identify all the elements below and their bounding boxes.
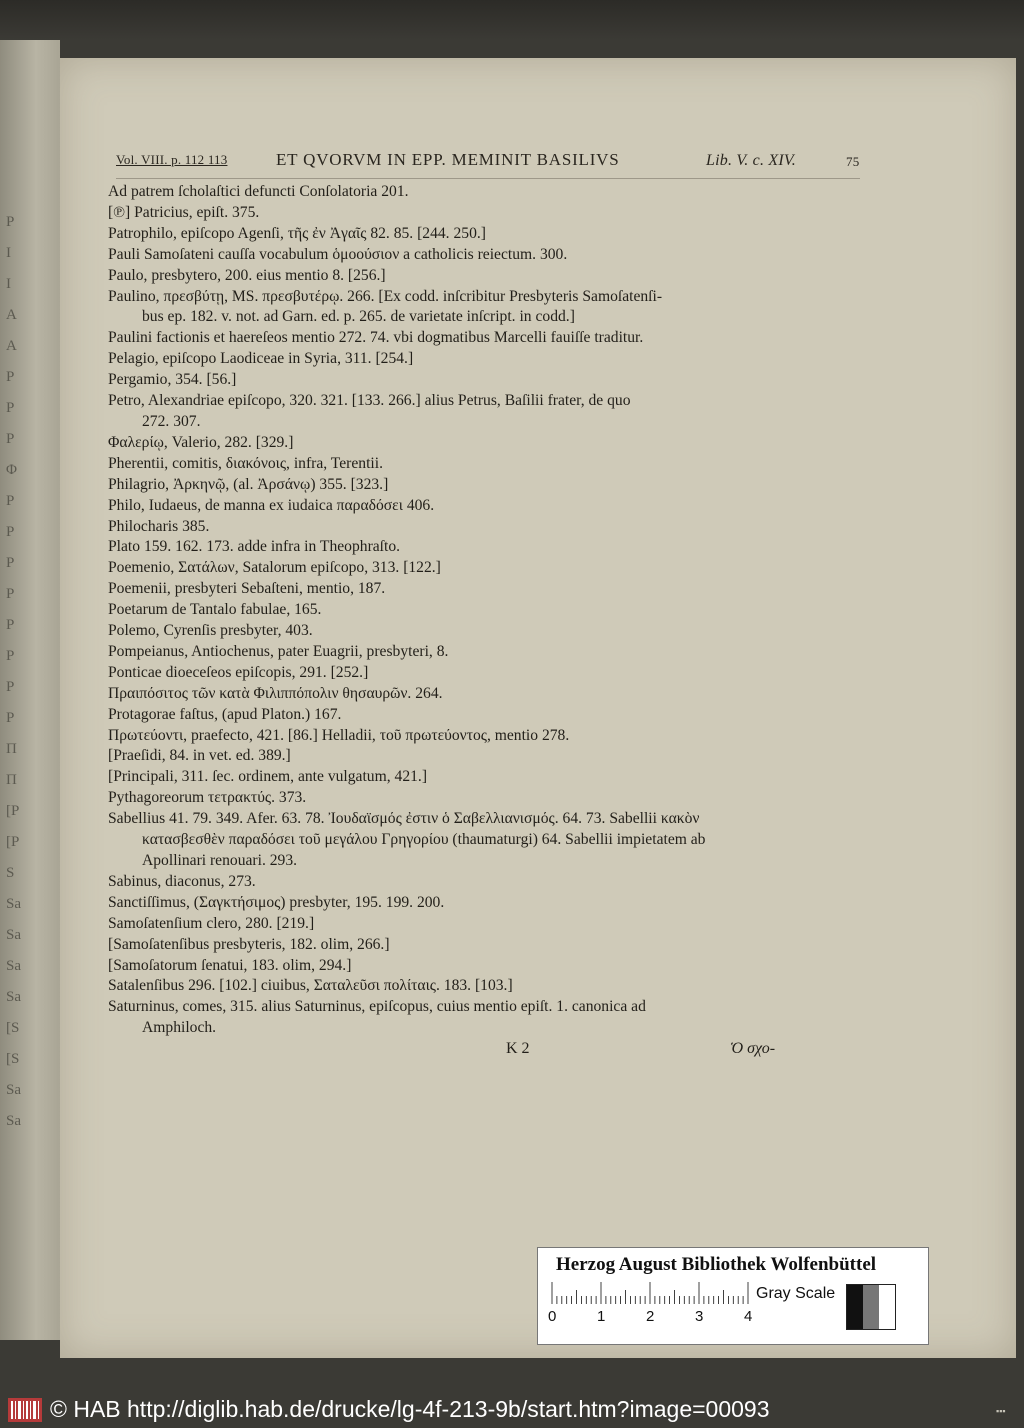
index-entry: Πρωτεύοντι, praefecto, 421. [86.] Helladii, τοῦ πρωτεύοντος, mentio 278. — [108, 726, 570, 744]
index-entry: Pergamio, 354. [56.] — [108, 371, 237, 389]
adjacent-page-char: P — [6, 214, 15, 230]
index-entry: Pythagoreorum τετρακτύς. 373. — [108, 789, 307, 807]
index-entry: Philo, Iudaeus, de manna ex iudaica παραδόσει 406. — [108, 496, 435, 514]
adjacent-page-char: A — [6, 338, 17, 354]
gray-swatch — [879, 1285, 895, 1329]
index-entry: Paulo, presbytero, 200. eius mentio 8. [256.] — [108, 266, 386, 284]
index-entry: Apollinari renouari. 293. — [142, 852, 298, 869]
index-entry: [Samoſatenſibus presbyteris, 182. olim, 266.] — [108, 935, 390, 953]
adjacent-page-char: P — [6, 617, 15, 633]
adjacent-page-char: P — [6, 648, 15, 664]
index-entry: Plato 159. 162. 173. adde infra in Theophraſto. — [108, 538, 401, 556]
ruler-number: 0 — [548, 1308, 557, 1325]
index-entry: Sabinus, diaconus, 273. — [108, 872, 256, 890]
index-entry: Paulini factionis et haereſeos mentio 272. 74. vbi dogmatibus Marcelli fauiſſe traditur. — [108, 329, 644, 347]
index-entry: Amphiloch. — [142, 1019, 217, 1037]
index-entry: Philocharis 385. — [108, 517, 210, 535]
header-title: ET QVORVM IN EPP. MEMINIT BASILIVS — [276, 150, 620, 169]
adjacent-page-char: Sa — [6, 989, 21, 1005]
adjacent-page-char: Sa — [6, 927, 21, 943]
ruler-scale — [550, 1282, 750, 1304]
adjacent-page-char: I — [6, 245, 11, 261]
adjacent-page-char: [P — [6, 803, 20, 819]
url-footer — [0, 1392, 1024, 1428]
index-entry: Poemenio, Σατάλων, Satalorum epiſcopo, 313. [122.] — [108, 559, 441, 577]
index-entry: [Praeſidi, 84. in vet. ed. 389.] — [108, 747, 291, 765]
index-entry: Saturninus, comes, 315. alius Saturninus, epiſcopus, cuius mentio epiſt. 1. canonica ad — [108, 998, 646, 1016]
index-entry: [Principali, 311. ſec. ordinem, ante vulgatum, 421.] — [108, 768, 428, 786]
adjacent-page-char: Sa — [6, 958, 21, 974]
book-page — [60, 58, 1016, 1358]
index-entry: Pherentii, comitis, διακόνοις, infra, Terentii. — [108, 454, 383, 472]
ruler-number: 4 — [744, 1308, 753, 1325]
index-entry: Petro, Alexandriae epiſcopo, 320. 321. [133. 266.] alius Petrus, Baſilii frater, de quo — [108, 392, 631, 410]
adjacent-page-char: [P — [6, 834, 20, 850]
source-url: © HAB http://diglib.hab.de/drucke/lg-4f-213-9b/start.htm?image=00093 — [50, 1396, 770, 1422]
index-entry: Φαλερίῳ, Valerio, 282. [329.] — [108, 433, 294, 451]
index-entry: Poemenii, presbyteri Sebaſteni, mentio, 187. — [108, 580, 386, 598]
index-entry: Sanctiſſimus, (Σαγκτήσιμος) presbyter, 195. 199. 200. — [108, 893, 445, 911]
adjacent-page-char: P — [6, 586, 15, 602]
gray-scale-label: Gray Scale — [756, 1285, 836, 1302]
index-entry: Philagrio, Ἀρκηνῷ, (al. Ἀρσάνῳ) 355. [323.] — [108, 475, 389, 493]
index-entry: 272. 307. — [142, 412, 201, 430]
index-entry: Pompeianus, Antiochenus, pater Euagrii, presbyteri, 8. — [108, 642, 449, 660]
index-entries — [108, 182, 868, 1039]
adjacent-page-char: [S — [6, 1051, 20, 1067]
index-entry: Protagorae faſtus, (apud Platon.) 167. — [108, 705, 342, 723]
ruler-number: 1 — [597, 1308, 606, 1325]
index-entry: Patrophilo, epiſcopo Agenſi, τῆς ἐν Ἀγαῖς 82. 85. [244. 250.] — [108, 224, 486, 242]
adjacent-page-char: A — [6, 307, 17, 323]
running-header — [116, 152, 860, 174]
adjacent-page-char: Sa — [6, 1113, 21, 1129]
adjacent-page-char: Sa — [6, 1082, 21, 1098]
scan-background-top — [0, 0, 1024, 40]
index-entry: Sabellius 41. 79. 349. Afer. 63. 78. Ἰουδαϊσμός ἐστιν ὁ Σαβελλιανισμός. 64. 73. Sabellii κακὸν — [108, 810, 700, 828]
adjacent-page-char: Π — [6, 772, 17, 788]
index-entry: Pauli Samoſateni cauſſa vocabulum ὁμοούσιον a catholicis reiectum. 300. — [108, 245, 568, 263]
gray-swatch — [847, 1285, 863, 1329]
page-footer — [60, 1040, 1016, 1064]
adjacent-page-char: P — [6, 493, 15, 509]
index-entry: Samoſatenſium clero, 280. [219.] — [108, 914, 315, 932]
adjacent-page-char: S — [6, 865, 15, 881]
hab-logo-icon — [8, 1396, 42, 1424]
index-entry: Πραιπόσιτος τῶν κατὰ Φιλιππόπολιν θησαυρῶν. 264. — [108, 684, 443, 702]
ruler-number: 2 — [646, 1308, 655, 1325]
library-name: Herzog August Bibliothek Wolfenbüttel — [556, 1254, 877, 1275]
adjacent-page-char: Φ — [6, 462, 17, 478]
dots-icon: ▪▪▪ — [996, 1406, 1006, 1416]
index-entry: κατασβεσθὲν παραδόσει τοῦ μεγάλου Γρηγορίου (thaumaturgi) 64. Sabellii impietatem ab — [142, 831, 706, 849]
adjacent-page-char: I — [6, 276, 11, 292]
adjacent-page-char: Π — [6, 741, 17, 757]
index-entry: Paulino, πρεσβύτῃ, MS. πρεσβυτέρῳ. 266. [Ex codd. inſcribitur Presbyteris Samoſatenſi- — [108, 287, 663, 305]
gray-swatch — [863, 1285, 879, 1329]
book-chapter-reference: Lib. V. c. XIV. — [706, 152, 796, 169]
adjacent-page-char: P — [6, 400, 15, 416]
catchword: Ὁ σχο- — [730, 1040, 776, 1057]
adjacent-page-char: P — [6, 369, 15, 385]
index-entry: Pelagio, epiſcopo Laodiceae in Syria, 311. [254.] — [108, 350, 414, 368]
index-entry: Ponticae dioeceſeos epiſcopis, 291. [252.] — [108, 663, 369, 681]
ruler-number: 3 — [695, 1308, 704, 1325]
index-entry: bus ep. 182. v. not. ad Garn. ed. p. 265. de varietate inſcript. in codd.] — [142, 308, 575, 326]
adjacent-page-edge — [0, 40, 60, 1340]
volume-reference: Vol. VIII. p. 112 113 — [116, 152, 228, 167]
index-entry: Polemo, Cyrenſis presbyter, 403. — [108, 622, 313, 640]
signature-mark: K 2 — [506, 1040, 530, 1057]
library-color-card — [537, 1247, 929, 1345]
index-entry: Ad patrem ſcholaſtici defuncti Conſolatoria 201. — [108, 183, 409, 200]
adjacent-page-char: P — [6, 555, 15, 571]
adjacent-page-char: P — [6, 679, 15, 695]
index-entry: [℗] Patricius, epiſt. 375. — [108, 203, 260, 221]
index-entry: Poetarum de Tantalo fabulae, 165. — [108, 601, 322, 619]
index-entry: Satalenſibus 296. [102.] ciuibus, Σαταλεῦσι πολίταις. 183. [103.] — [108, 977, 513, 995]
header-rule — [116, 178, 860, 179]
adjacent-page-char: [S — [6, 1020, 20, 1036]
page-number: 75 — [846, 154, 860, 169]
adjacent-page-char: P — [6, 524, 15, 540]
adjacent-page-char: Sa — [6, 896, 21, 912]
gray-scale-swatches — [846, 1284, 896, 1330]
index-entry: [Samoſatorum ſenatui, 183. olim, 294.] — [108, 956, 352, 974]
adjacent-page-char: P — [6, 710, 15, 726]
adjacent-page-char: P — [6, 431, 15, 447]
